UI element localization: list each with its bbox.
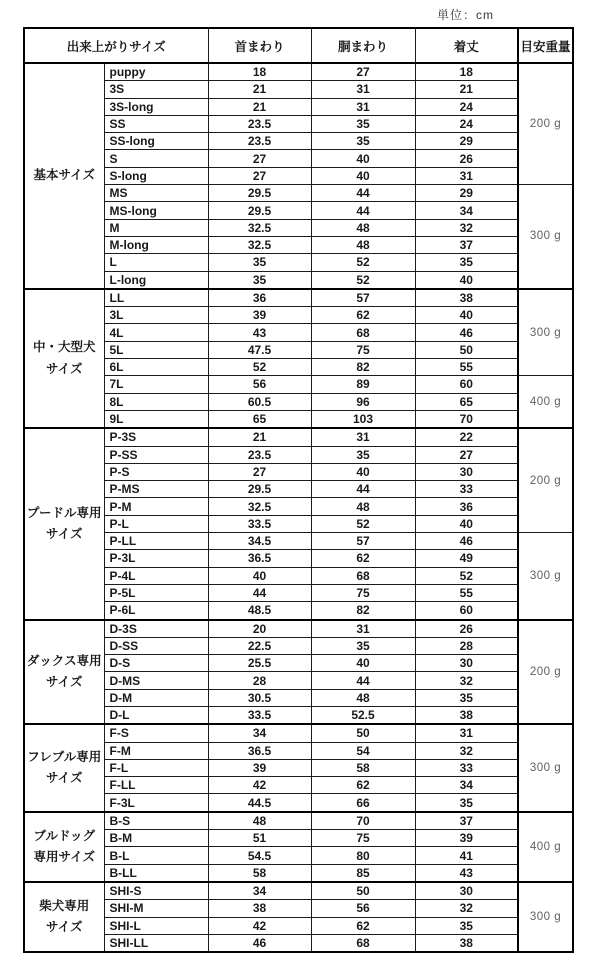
girth-cell: 62 — [311, 550, 415, 567]
neck-cell: 48.5 — [208, 602, 311, 620]
length-cell: 33 — [415, 759, 518, 776]
neck-cell: 39 — [208, 759, 311, 776]
girth-cell: 48 — [311, 689, 415, 706]
length-cell: 18 — [415, 63, 518, 81]
neck-cell: 48 — [208, 812, 311, 830]
size-name-cell: L-long — [104, 271, 208, 289]
table-row — [24, 882, 573, 900]
girth-cell: 82 — [311, 602, 415, 620]
length-cell: 38 — [415, 934, 518, 952]
length-cell: 27 — [415, 446, 518, 463]
girth-cell: 44 — [311, 481, 415, 498]
girth-cell: 52 — [311, 271, 415, 289]
length-cell: 31 — [415, 167, 518, 184]
neck-cell: 58 — [208, 864, 311, 882]
table-row — [24, 864, 573, 882]
group-label-line: サイズ — [45, 771, 83, 786]
length-cell: 43 — [415, 864, 518, 882]
size-name-cell: D-SS — [104, 637, 208, 654]
length-cell: 35 — [415, 689, 518, 706]
girth-cell: 68 — [311, 567, 415, 584]
girth-cell: 85 — [311, 864, 415, 882]
size-name-cell: 3L — [104, 307, 208, 324]
size-name-cell: F-3L — [104, 794, 208, 812]
table-row — [24, 812, 573, 830]
girth-cell: 66 — [311, 794, 415, 812]
girth-cell: 80 — [311, 847, 415, 864]
neck-cell: 38 — [208, 900, 311, 917]
neck-cell: 60.5 — [208, 393, 311, 410]
length-cell: 70 — [415, 410, 518, 428]
girth-cell: 35 — [311, 133, 415, 150]
neck-cell: 42 — [208, 917, 311, 934]
length-cell: 36 — [415, 498, 518, 515]
table-row — [24, 689, 573, 706]
neck-cell: 52 — [208, 359, 311, 376]
table-row — [24, 637, 573, 654]
table-row — [24, 185, 573, 202]
weight-cell: 200 g — [518, 620, 573, 725]
neck-cell: 35 — [208, 271, 311, 289]
neck-cell: 27 — [208, 463, 311, 480]
length-cell: 33 — [415, 481, 518, 498]
girth-cell: 52 — [311, 254, 415, 271]
group-label-line: フレブル専用 — [27, 749, 102, 764]
table-row — [24, 706, 573, 724]
neck-cell: 44.5 — [208, 794, 311, 812]
girth-cell: 57 — [311, 289, 415, 307]
girth-cell: 48 — [311, 219, 415, 236]
length-cell: 35 — [415, 794, 518, 812]
length-cell: 65 — [415, 393, 518, 410]
length-cell: 35 — [415, 917, 518, 934]
girth-cell: 40 — [311, 167, 415, 184]
group-label — [24, 812, 104, 882]
neck-cell: 21 — [208, 81, 311, 98]
size-name-cell: P-4L — [104, 567, 208, 584]
neck-cell: 32.5 — [208, 498, 311, 515]
size-name-cell: SS — [104, 115, 208, 132]
weight-cell: 200 g — [518, 63, 573, 185]
length-cell: 32 — [415, 219, 518, 236]
neck-cell: 32.5 — [208, 236, 311, 253]
group-label-line: サイズ — [45, 526, 83, 541]
neck-cell: 33.5 — [208, 515, 311, 532]
weight-cell: 400 g — [518, 376, 573, 428]
girth-cell: 62 — [311, 917, 415, 934]
girth-cell: 48 — [311, 498, 415, 515]
size-name-cell: D-L — [104, 706, 208, 724]
neck-cell: 27 — [208, 167, 311, 184]
length-cell: 52 — [415, 567, 518, 584]
girth-cell: 31 — [311, 81, 415, 98]
table-row — [24, 498, 573, 515]
length-cell: 49 — [415, 550, 518, 567]
size-name-cell: SHI-S — [104, 882, 208, 900]
neck-cell: 46 — [208, 934, 311, 952]
size-name-cell: LL — [104, 289, 208, 307]
group-label-line: 専用サイズ — [33, 849, 95, 864]
table-row — [24, 847, 573, 864]
size-name-cell: D-S — [104, 655, 208, 672]
girth-cell: 68 — [311, 934, 415, 952]
size-name-cell: P-3L — [104, 550, 208, 567]
table-row — [24, 63, 573, 81]
girth-cell: 52 — [311, 515, 415, 532]
girth-cell: 35 — [311, 637, 415, 654]
table-row — [24, 777, 573, 794]
neck-cell: 25.5 — [208, 655, 311, 672]
group-label — [24, 428, 104, 619]
length-cell: 28 — [415, 637, 518, 654]
size-name-cell: D-M — [104, 689, 208, 706]
girth-cell: 40 — [311, 463, 415, 480]
table-row — [24, 515, 573, 532]
girth-cell: 44 — [311, 202, 415, 219]
length-cell: 55 — [415, 359, 518, 376]
girth-cell: 62 — [311, 307, 415, 324]
group-label-line: サイズ — [45, 920, 83, 935]
group-label-line: 柴犬専用 — [39, 898, 90, 913]
size-name-cell: 7L — [104, 376, 208, 393]
length-cell: 30 — [415, 655, 518, 672]
table-row — [24, 289, 573, 307]
size-name-cell: P-5L — [104, 584, 208, 601]
neck-cell: 36 — [208, 289, 311, 307]
size-table-body — [24, 63, 573, 952]
girth-cell: 54 — [311, 742, 415, 759]
length-cell: 29 — [415, 133, 518, 150]
length-cell: 37 — [415, 236, 518, 253]
table-row — [24, 307, 573, 324]
length-cell: 29 — [415, 185, 518, 202]
table-row — [24, 446, 573, 463]
length-cell: 34 — [415, 777, 518, 794]
group-label — [24, 289, 104, 428]
size-name-cell: B-L — [104, 847, 208, 864]
table-row — [24, 463, 573, 480]
girth-cell: 75 — [311, 341, 415, 358]
size-name-cell: 5L — [104, 341, 208, 358]
length-cell: 46 — [415, 324, 518, 341]
weight-cell: 400 g — [518, 812, 573, 882]
neck-cell: 21 — [208, 98, 311, 115]
table-row — [24, 341, 573, 358]
girth-cell: 44 — [311, 672, 415, 689]
length-cell: 32 — [415, 672, 518, 689]
girth-cell: 89 — [311, 376, 415, 393]
neck-cell: 35 — [208, 254, 311, 271]
header-finished-size: 出来上がりサイズ — [24, 28, 208, 63]
neck-cell: 54.5 — [208, 847, 311, 864]
table-row — [24, 533, 573, 550]
girth-cell: 62 — [311, 777, 415, 794]
neck-cell: 34 — [208, 724, 311, 742]
girth-cell: 70 — [311, 812, 415, 830]
girth-cell: 50 — [311, 724, 415, 742]
size-name-cell: P-L — [104, 515, 208, 532]
length-cell: 35 — [415, 254, 518, 271]
length-cell: 32 — [415, 900, 518, 917]
table-row — [24, 550, 573, 567]
girth-cell: 56 — [311, 900, 415, 917]
table-row — [24, 271, 573, 289]
table-row — [24, 167, 573, 184]
girth-cell: 35 — [311, 115, 415, 132]
header-length: 着丈 — [415, 28, 518, 63]
length-cell: 55 — [415, 584, 518, 601]
size-name-cell: puppy — [104, 63, 208, 81]
group-label-line: ダックス専用 — [26, 653, 102, 668]
weight-cell: 300 g — [518, 533, 573, 620]
length-cell: 34 — [415, 202, 518, 219]
table-row — [24, 584, 573, 601]
girth-cell: 40 — [311, 150, 415, 167]
header-neck: 首まわり — [208, 28, 311, 63]
girth-cell: 48 — [311, 236, 415, 253]
neck-cell: 23.5 — [208, 446, 311, 463]
neck-cell: 36.5 — [208, 742, 311, 759]
neck-cell: 39 — [208, 307, 311, 324]
table-row — [24, 81, 573, 98]
neck-cell: 22.5 — [208, 637, 311, 654]
size-table — [23, 27, 574, 953]
table-row — [24, 219, 573, 236]
table-row — [24, 655, 573, 672]
girth-cell: 58 — [311, 759, 415, 776]
neck-cell: 32.5 — [208, 219, 311, 236]
size-name-cell: P-SS — [104, 446, 208, 463]
table-row — [24, 428, 573, 446]
table-row — [24, 602, 573, 620]
neck-cell: 42 — [208, 777, 311, 794]
table-row — [24, 759, 573, 776]
girth-cell: 31 — [311, 428, 415, 446]
neck-cell: 30.5 — [208, 689, 311, 706]
length-cell: 38 — [415, 706, 518, 724]
table-row — [24, 724, 573, 742]
table-row — [24, 620, 573, 638]
girth-cell: 52.5 — [311, 706, 415, 724]
size-name-cell: 8L — [104, 393, 208, 410]
length-cell: 60 — [415, 376, 518, 393]
girth-cell: 31 — [311, 98, 415, 115]
table-row — [24, 202, 573, 219]
group-label — [24, 63, 104, 289]
size-name-cell: D-3S — [104, 620, 208, 638]
neck-cell: 33.5 — [208, 706, 311, 724]
size-name-cell: M-long — [104, 236, 208, 253]
size-name-cell: 3S-long — [104, 98, 208, 115]
size-name-cell: F-LL — [104, 777, 208, 794]
girth-cell: 31 — [311, 620, 415, 638]
table-row — [24, 254, 573, 271]
size-name-cell: 3S — [104, 81, 208, 98]
girth-cell: 27 — [311, 63, 415, 81]
length-cell: 24 — [415, 115, 518, 132]
girth-cell: 75 — [311, 830, 415, 847]
length-cell: 37 — [415, 812, 518, 830]
length-cell: 21 — [415, 81, 518, 98]
table-row — [24, 133, 573, 150]
group-label-line: ブルドッグ — [33, 828, 95, 843]
group-label-line: プードル専用 — [26, 505, 102, 520]
group-label-line: 中・大型犬 — [32, 340, 96, 355]
neck-cell: 34 — [208, 882, 311, 900]
neck-cell: 29.5 — [208, 481, 311, 498]
size-name-cell: SHI-LL — [104, 934, 208, 952]
weight-cell: 300 g — [518, 185, 573, 289]
size-name-cell: L — [104, 254, 208, 271]
neck-cell: 23.5 — [208, 133, 311, 150]
neck-cell: 40 — [208, 567, 311, 584]
header-girth: 胴まわり — [311, 28, 415, 63]
table-row — [24, 934, 573, 952]
table-row — [24, 917, 573, 934]
size-name-cell: F-S — [104, 724, 208, 742]
table-row — [24, 359, 573, 376]
length-cell: 40 — [415, 307, 518, 324]
group-label-line: サイズ — [45, 674, 83, 689]
girth-cell: 96 — [311, 393, 415, 410]
table-row — [24, 150, 573, 167]
size-name-cell: P-M — [104, 498, 208, 515]
length-cell: 24 — [415, 98, 518, 115]
size-name-cell: D-MS — [104, 672, 208, 689]
table-row — [24, 115, 573, 132]
table-row — [24, 393, 573, 410]
size-name-cell: MS-long — [104, 202, 208, 219]
size-name-cell: F-M — [104, 742, 208, 759]
size-name-cell: P-MS — [104, 481, 208, 498]
size-name-cell: B-S — [104, 812, 208, 830]
neck-cell: 43 — [208, 324, 311, 341]
size-name-cell: B-M — [104, 830, 208, 847]
length-cell: 46 — [415, 533, 518, 550]
length-cell: 40 — [415, 271, 518, 289]
size-name-cell: SHI-M — [104, 900, 208, 917]
unit-label: 単位：cm — [437, 8, 494, 22]
length-cell: 39 — [415, 830, 518, 847]
length-cell: 22 — [415, 428, 518, 446]
neck-cell: 21 — [208, 428, 311, 446]
table-row — [24, 236, 573, 253]
table-row — [24, 376, 573, 393]
size-name-cell: 4L — [104, 324, 208, 341]
table-row — [24, 672, 573, 689]
neck-cell: 36.5 — [208, 550, 311, 567]
girth-cell: 103 — [311, 410, 415, 428]
neck-cell: 28 — [208, 672, 311, 689]
weight-cell: 200 g — [518, 428, 573, 532]
neck-cell: 47.5 — [208, 341, 311, 358]
table-row — [24, 481, 573, 498]
length-cell: 31 — [415, 724, 518, 742]
size-name-cell: P-6L — [104, 602, 208, 620]
group-label-line: 基本サイズ — [33, 168, 95, 183]
weight-cell: 300 g — [518, 882, 573, 952]
size-name-cell: P-LL — [104, 533, 208, 550]
girth-cell: 44 — [311, 185, 415, 202]
length-cell: 41 — [415, 847, 518, 864]
length-cell: 30 — [415, 882, 518, 900]
table-row — [24, 742, 573, 759]
length-cell: 40 — [415, 515, 518, 532]
girth-cell: 57 — [311, 533, 415, 550]
length-cell: 60 — [415, 602, 518, 620]
size-name-cell: 9L — [104, 410, 208, 428]
neck-cell: 23.5 — [208, 115, 311, 132]
table-row — [24, 830, 573, 847]
size-name-cell: S-long — [104, 167, 208, 184]
table-row — [24, 98, 573, 115]
length-cell: 32 — [415, 742, 518, 759]
weight-cell: 300 g — [518, 724, 573, 811]
neck-cell: 44 — [208, 584, 311, 601]
neck-cell: 51 — [208, 830, 311, 847]
neck-cell: 27 — [208, 150, 311, 167]
size-name-cell: S — [104, 150, 208, 167]
girth-cell: 35 — [311, 446, 415, 463]
group-label — [24, 724, 104, 811]
group-label — [24, 620, 104, 725]
length-cell: 26 — [415, 620, 518, 638]
girth-cell: 82 — [311, 359, 415, 376]
length-cell: 38 — [415, 289, 518, 307]
table-row — [24, 324, 573, 341]
group-label-line: サイズ — [45, 361, 83, 376]
girth-cell: 50 — [311, 882, 415, 900]
size-name-cell: B-LL — [104, 864, 208, 882]
size-name-cell: MS — [104, 185, 208, 202]
size-name-cell: 6L — [104, 359, 208, 376]
neck-cell: 34.5 — [208, 533, 311, 550]
neck-cell: 56 — [208, 376, 311, 393]
header-weight: 目安重量 — [518, 28, 573, 63]
size-table-header — [24, 28, 573, 63]
girth-cell: 75 — [311, 584, 415, 601]
neck-cell: 29.5 — [208, 202, 311, 219]
size-name-cell: F-L — [104, 759, 208, 776]
neck-cell: 18 — [208, 63, 311, 81]
weight-cell: 300 g — [518, 289, 573, 376]
table-row — [24, 794, 573, 812]
girth-cell: 68 — [311, 324, 415, 341]
length-cell: 26 — [415, 150, 518, 167]
size-name-cell: P-S — [104, 463, 208, 480]
neck-cell: 29.5 — [208, 185, 311, 202]
size-name-cell: SS-long — [104, 133, 208, 150]
table-row — [24, 567, 573, 584]
size-name-cell: M — [104, 219, 208, 236]
size-name-cell: P-3S — [104, 428, 208, 446]
neck-cell: 20 — [208, 620, 311, 638]
table-row — [24, 900, 573, 917]
length-cell: 50 — [415, 341, 518, 358]
length-cell: 30 — [415, 463, 518, 480]
girth-cell: 40 — [311, 655, 415, 672]
neck-cell: 65 — [208, 410, 311, 428]
group-label — [24, 882, 104, 952]
table-row — [24, 410, 573, 428]
size-name-cell: SHI-L — [104, 917, 208, 934]
